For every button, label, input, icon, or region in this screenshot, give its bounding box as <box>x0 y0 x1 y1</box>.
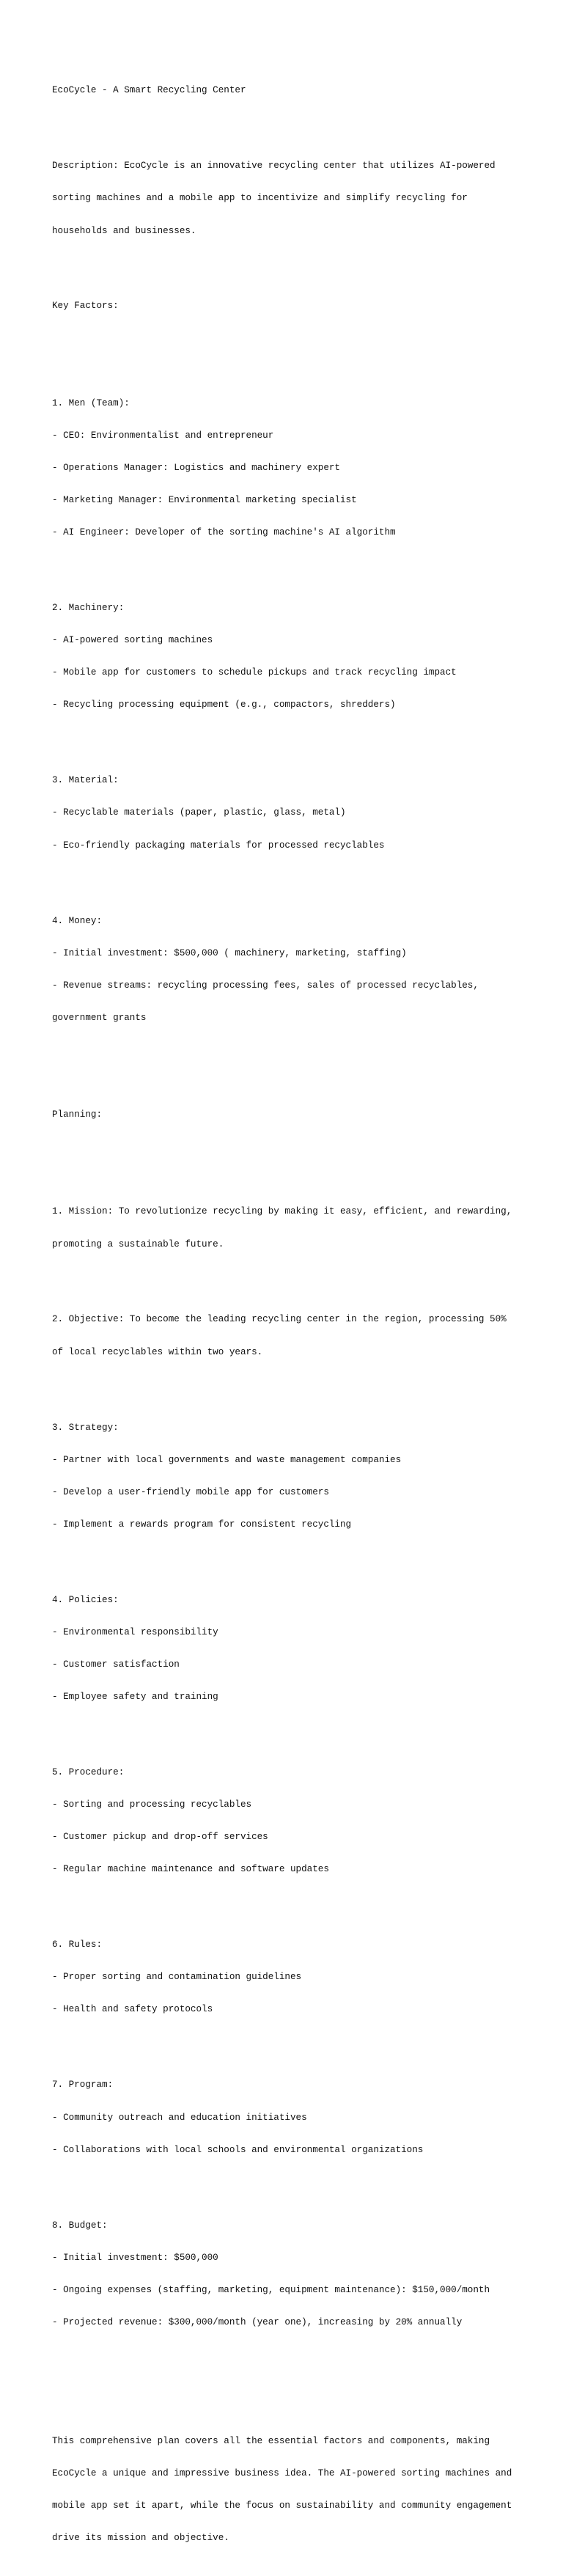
list-item: - Proper sorting and contamination guidelines <box>52 1972 302 1983</box>
planning-mission <box>52 1185 529 1272</box>
description-line: sorting machines and a mobile app to incentivize and simplify recycling for <box>52 193 468 204</box>
spacer <box>52 1142 529 1153</box>
list-item: - AI-powered sorting machines <box>52 635 213 646</box>
list-item: - Implement a rewards program for consistent recycling <box>52 1519 352 1530</box>
conclusion-line: This comprehensive plan covers all the essential factors and components, making <box>52 2435 490 2446</box>
conclusion-paragraph <box>52 2414 529 2565</box>
planning-procedure <box>52 1746 529 1897</box>
planning-program <box>52 2058 529 2177</box>
spacer <box>52 118 529 129</box>
list-item: - Initial investment: $500,000 <box>52 2252 218 2263</box>
spacer <box>52 1066 529 1077</box>
list-item: - Develop a user-friendly mobile app for customers <box>52 1486 329 1497</box>
key-factor-material <box>52 754 529 873</box>
planning-objective <box>52 1293 529 1379</box>
section-label: 7. Program: <box>52 2080 114 2091</box>
list-item: - Operations Manager: Logistics and machinery expert <box>52 462 340 473</box>
list-item: - CEO: Environmentalist and entrepreneur <box>52 430 274 441</box>
key-factor-men <box>52 376 529 559</box>
description-line: households and businesses. <box>52 225 196 236</box>
objective-line: of local recyclables within two years. <box>52 1346 263 1357</box>
mission-line: 1. Mission: To revolutionize recycling by making it easy, efficient, and rewarding, <box>52 1206 512 1217</box>
list-item: - Revenue streams: recycling processing fees, sales of processed recyclables, <box>52 980 479 991</box>
section-label: 2. Machinery: <box>52 603 125 614</box>
section-label: 3. Strategy: <box>52 1422 119 1433</box>
list-item: - Recycling processing equipment (e.g., compactors, shredders) <box>52 700 396 711</box>
conclusion-line: mobile app set it apart, while the focus on sustainability and community engagement <box>52 2500 512 2511</box>
section-label: 5. Procedure: <box>52 1767 125 1778</box>
list-item: - Sorting and processing recyclables <box>52 1799 252 1810</box>
planning-strategy <box>52 1401 529 1552</box>
list-item: - Marketing Manager: Environmental marketing specialist <box>52 495 357 506</box>
list-item: - Environmental responsibility <box>52 1626 218 1637</box>
document-title: EcoCycle - A Smart Recycling Center <box>52 85 246 96</box>
conclusion-line: drive its mission and objective. <box>52 2532 229 2543</box>
list-item: - Initial investment: $500,000 ( machinery, marketing, staffing) <box>52 947 407 958</box>
planning-policies <box>52 1573 529 1724</box>
list-item: - Regular machine maintenance and software updates <box>52 1864 329 1875</box>
list-item: - Customer pickup and drop-off services <box>52 1832 268 1843</box>
conclusion-line: EcoCycle a unique and impressive business idea. The AI-powered sorting machines and <box>52 2467 512 2478</box>
list-item: - Ongoing expenses (staffing, marketing, equipment maintenance): $150,000/month <box>52 2284 490 2295</box>
list-item: - Partner with local governments and waste management companies <box>52 1454 402 1465</box>
mission-line: promoting a sustainable future. <box>52 1239 224 1250</box>
document <box>52 64 529 2576</box>
list-item-wrap: government grants <box>52 1012 147 1023</box>
list-item: - Health and safety protocols <box>52 2004 213 2015</box>
list-item: - Collaborations with local schools and environmental organizations <box>52 2144 424 2155</box>
key-factors-heading: Key Factors: <box>52 301 119 312</box>
list-item: - AI Engineer: Developer of the sorting machine's AI algorithm <box>52 527 396 538</box>
section-label: 3. Material: <box>52 775 119 786</box>
planning-budget <box>52 2198 529 2349</box>
planning-rules <box>52 1918 529 2037</box>
section-label: 8. Budget: <box>52 2220 108 2231</box>
section-label: 1. Men (Team): <box>52 397 130 408</box>
spacer <box>52 258 529 269</box>
section-label: 4. Money: <box>52 915 103 926</box>
list-item: - Projected revenue: $300,000/month (year one), increasing by 20% annually <box>52 2316 463 2327</box>
spacer <box>52 2371 529 2382</box>
list-item: - Mobile app for customers to schedule pickups and track recycling impact <box>52 667 457 678</box>
list-item: - Customer satisfaction <box>52 1659 180 1670</box>
list-item: - Community outreach and education initiatives <box>52 2112 307 2123</box>
list-item: - Recyclable materials (paper, plastic, glass, metal) <box>52 807 346 818</box>
key-factor-machinery <box>52 581 529 733</box>
key-factor-money <box>52 894 529 1045</box>
list-item: - Eco-friendly packaging materials for processed recyclables <box>52 840 385 851</box>
section-label: 6. Rules: <box>52 1940 103 1951</box>
spacer <box>52 334 529 345</box>
list-item: - Employee safety and training <box>52 1692 218 1703</box>
objective-line: 2. Objective: To become the leading recycling center in the region, processing 50% <box>52 1314 507 1325</box>
section-label: 4. Policies: <box>52 1594 119 1605</box>
planning-heading: Planning: <box>52 1109 103 1120</box>
description-line: Description: EcoCycle is an innovative recycling center that utilizes AI-powered <box>52 161 496 172</box>
